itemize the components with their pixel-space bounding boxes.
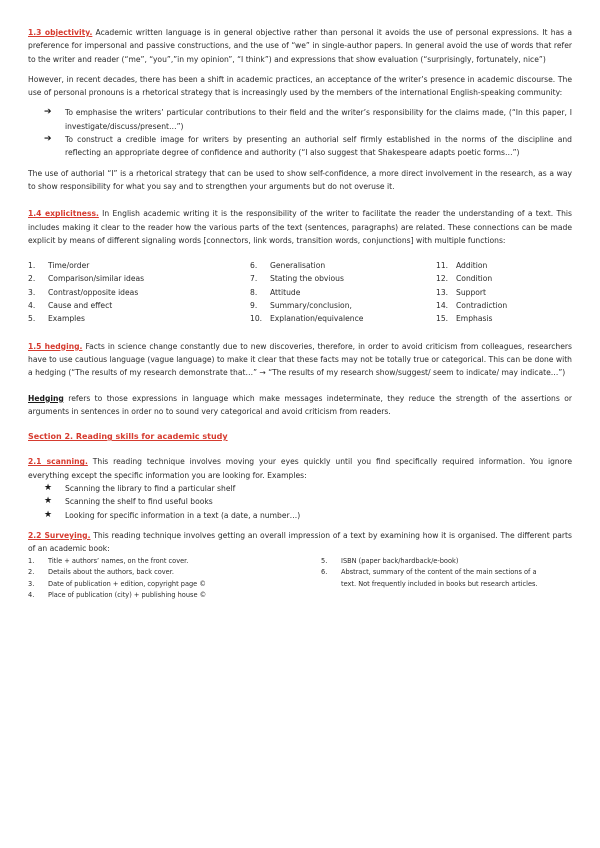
arrow-icon: ➔: [44, 134, 52, 145]
list-item: 6. Generalisation: [250, 261, 326, 271]
list-item: 13. Support: [436, 287, 487, 297]
explicitness-heading: 1.4 explicitness.: [28, 209, 99, 219]
book-parts-list: [28, 556, 572, 602]
functions-column-2: [250, 259, 436, 325]
list-item: ➔ To construct a credible image for writers by presenting an authorial self firmly established in the norms of the discipline and reflecting an appropriate degree of confidence and authority (“I also suggest that Shakespeare adapts poetic forms…”): [44, 134, 572, 158]
list-item: 4. Cause and effect: [28, 301, 113, 311]
list-item: 2. Details about the authors, back cover.: [28, 568, 174, 576]
scanning-paragraph: 2.1 scanning. This reading technique involves moving your eyes quickly until you find specifically required information. You ignore everything except the specific information you are looking for. Examples:: [28, 457, 572, 480]
hedging-definition-paragraph: Hedging refers to those expressions in language which make messages indeterminate, they reduce the strength of the assertions or arguments in sentences in order no to sound very categorical and avoid criticism from readers.: [28, 393, 572, 416]
hedging-term: Hedging: [28, 393, 64, 403]
list-item: 9. Summary/conclusion,: [250, 301, 352, 311]
list-item: ➔ To emphasise the writers’ particular contributions to their field and the writer’s responsibility for the claims made, (“In this paper, I investigate/discuss/present…”): [44, 107, 572, 131]
list-item: 8. Attitude: [250, 287, 301, 297]
personal-pronouns-paragraph: However, in recent decades, there has been a shift in academic practices, an acceptance of the writer’s presence in academic discourse. The use of personal pronouns is a rhetorical strategy that is increasingly used by the members of the international English-speaking community:: [28, 74, 572, 98]
star-icon: ★: [44, 509, 53, 520]
pronoun-uses-list: [28, 106, 572, 159]
list-item: 5. ISBN (paper back/hardback/e-book): [321, 556, 459, 565]
surveying-heading: 2.2 Surveying.: [28, 530, 91, 540]
list-item: 11. Addition: [436, 261, 488, 271]
arrow-icon: ➔: [44, 107, 52, 118]
list-item: 15. Emphasis: [436, 314, 493, 324]
list-item: 12. Condition: [436, 274, 493, 284]
list-item: 4. Place of publication (city) + publishing house ©: [28, 591, 207, 599]
list-item: 5. Examples: [28, 314, 85, 324]
list-item: 6. Abstract, summary of the content of the main sections of a text. Not frequently included in books but research articles.: [321, 568, 538, 588]
surveying-paragraph: 2.2 Surveying. This reading technique involves getting an overall impression of a text by examining how it is organised. The different parts of an academic book:: [28, 530, 572, 554]
star-icon: ★: [44, 483, 53, 494]
objectivity-paragraph: 1.3 objectivity. Academic written language is in general objective rather than personal it avoids the use of personal expressions. It has a preference for impersonal and passive constructions, and the use of “we” in single-author papers. In general avoid the use of words that refer to the writer and reader (“me”, “you”,”in my opinion”, “I think”) and expressions that show evaluation (“surprisingly, fortunately, nice”): [28, 28, 572, 64]
document-page: [28, 26, 572, 602]
list-item: 3. Date of publication + edition, copyright page ©: [28, 579, 206, 588]
explicitness-paragraph: 1.4 explicitness. In English academic writing it is the responsibility of the writer to facilitate the reader the understanding of a text. This includes making it clear to the reader how the various parts of the text (sentences, paragraphs) are related. These connections can be made explicit by means of different signaling words [connectors, link words, transition words, conjunctions] with multiple functions:: [28, 209, 572, 245]
hedging-paragraph: 1.5 hedging. Facts in science change constantly due to new discoveries, therefore, in order to avoid criticism from colleagues, researchers have to use cautious language (vague language) to make it clear that these facts may not be totally true or categorical. This can be done with a hedging (“The results of my research demonstrate that…” → “The results of my research show/suggest/ seem to indicate/ may indicate…”): [28, 341, 572, 378]
scanning-heading: 2.1 scanning.: [28, 457, 88, 467]
list-item: 1. Title + authors’ names, on the front cover.: [28, 556, 189, 565]
list-item: 1. Time/order: [28, 261, 90, 271]
list-item: 7. Stating the obvious: [250, 274, 344, 284]
list-item: 2. Comparison/similar ideas: [28, 274, 145, 284]
hedging-heading: 1.5 hedging.: [28, 341, 83, 351]
functions-column-3: [436, 259, 556, 325]
scanning-examples-list: [28, 482, 572, 522]
book-parts-column-2: [321, 556, 541, 602]
list-item: 14. Contradiction: [436, 301, 508, 311]
signaling-functions-list: [28, 259, 572, 325]
functions-column-1: [28, 259, 250, 325]
list-item: ★ Looking for specific information in a text (a date, a number…): [28, 509, 572, 522]
list-item: 10. Explanation/equivalence: [250, 314, 364, 324]
list-item: ★ Scanning the shelf to find useful books: [28, 495, 572, 508]
list-item: ★ Scanning the library to find a particular shelf: [28, 482, 572, 495]
star-icon: ★: [44, 496, 53, 507]
list-item: 3. Contrast/opposite ideas: [28, 287, 139, 297]
section-2-title: Section 2. Reading skills for academic study: [28, 432, 228, 442]
authorial-i-paragraph: The use of authorial “I” is a rhetorical strategy that can be used to show self-confidence, a more direct involvement in the research, as a way to show responsibility for what you say and to strengthen your arguments but do not overuse it.: [28, 168, 572, 191]
book-parts-column-1: [28, 556, 321, 602]
objectivity-heading: 1.3 objectivity.: [28, 28, 93, 37]
